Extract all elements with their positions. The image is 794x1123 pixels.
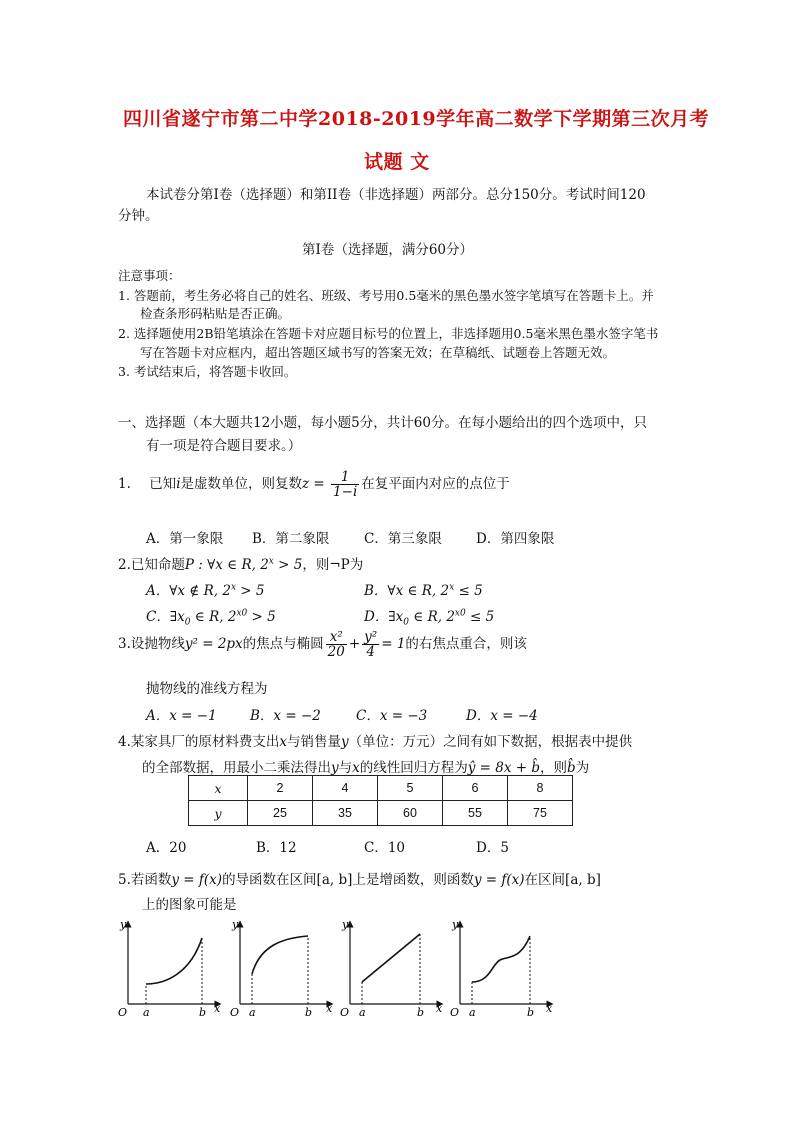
graph-b-y-label: y <box>232 918 239 931</box>
graph-d-curve <box>472 936 530 982</box>
q1-text-post: 在复平面内对应的点位于 <box>361 476 510 493</box>
graph-b-origin: O <box>230 1006 240 1019</box>
q2-opt-d-sup: x0 <box>454 608 466 619</box>
q4-l2-b: 与 <box>338 760 353 776</box>
q1-text-mid: 是虚数单位，则复数 <box>180 476 303 493</box>
q1-eq: = <box>309 476 330 493</box>
q3-plus: + <box>348 636 361 653</box>
q4-l2-a: 的全部数据，用最小二乘法得出 <box>142 760 331 776</box>
graph-c-origin: O <box>340 1006 350 1019</box>
q2-opt-c-sup: x0 <box>236 608 248 619</box>
graph-b-x-label: x <box>326 1002 333 1015</box>
part1-heading: 第I卷（选择题，满分60分） <box>302 242 474 258</box>
q5-l1-a: 若函数 <box>130 872 172 888</box>
note-1-line-1: 1. 答题前，考生务必将自己的姓名、班级、考号用0.5毫米的黑色墨水签字笔填写在答题卡上。并 <box>118 288 654 303</box>
title-line-2: 试题 文 <box>364 151 430 173</box>
graph-d <box>450 918 553 1019</box>
q4-data-table <box>188 775 573 826</box>
q4-l2-x: x <box>352 760 360 776</box>
table-row <box>189 776 573 801</box>
graph-c-a-label: a <box>359 1006 366 1019</box>
q2-opt-d-sub: 0 <box>403 617 409 628</box>
graph-c-y-label: y <box>342 918 349 931</box>
q3-f1-den: 20 <box>327 644 345 661</box>
q2-opt-c-sub: 0 <box>184 617 191 628</box>
q5-l1-f2: y = f(x) <box>473 872 525 888</box>
q3-text-mid: 的焦点与椭圆 <box>242 636 324 653</box>
q4-option-a: A．20 <box>146 840 187 856</box>
q3-text-pre: 设抛物线 <box>130 636 185 653</box>
q2-opt-a-tail: > 5 <box>236 583 265 599</box>
graph-c-x-label: x <box>436 1002 443 1015</box>
question-2-number: 2. <box>118 557 131 573</box>
q2-text-post: ，则¬P为 <box>302 557 364 573</box>
note-1-line-2: 检查条形码粘贴是否正确。 <box>140 306 291 321</box>
table-cell: 8 <box>508 776 573 801</box>
q2-option-c <box>146 605 276 628</box>
graph-a-origin: O <box>118 1006 128 1019</box>
graph-b-a-label: a <box>249 1006 256 1019</box>
q3-fraction-2 <box>362 630 379 659</box>
q1-option-d: D．第四象限 <box>476 531 555 547</box>
question-5-line-2: 上的图象可能是 <box>142 897 237 913</box>
q5-l1-b: 的导函数在区间[a, b]上是增函数，则函数 <box>222 872 474 888</box>
q4-l1-b: 与销售量 <box>287 734 342 750</box>
question-4-line-1 <box>118 730 632 750</box>
q3-f1-num: x² <box>326 630 347 645</box>
table-cell: 35 <box>313 801 378 826</box>
q1-frac-den: 1−i <box>333 484 358 501</box>
q1-option-b: B．第二象限 <box>252 531 330 547</box>
q2-text-pre: 已知命题 <box>130 557 185 573</box>
table-cell: 4 <box>313 776 378 801</box>
question-5-line-1 <box>118 868 601 888</box>
intro-line-2: 分钟。 <box>118 208 159 224</box>
question-4-line-2 <box>142 756 589 776</box>
q3-text-post: 的右焦点重合，则该 <box>405 636 527 653</box>
q4-l2-eq: ŷ = 8x + b̂ <box>467 760 541 776</box>
q2-opt-c-tail: > 5 <box>247 609 276 625</box>
q1-z: z <box>302 476 310 493</box>
q3-eq1: = 1 <box>381 636 406 653</box>
q3-f2-den: 4 <box>366 644 375 661</box>
q2-opt-d-text: D．∃x <box>364 609 404 625</box>
q4-option-c: C．10 <box>364 840 406 856</box>
q5-graphs <box>110 912 570 1022</box>
table-cell: 75 <box>508 801 573 826</box>
q3-f2-num: y² <box>364 629 378 645</box>
q2-opt-b-text: B．∀x ∈ R, 2 <box>364 583 450 599</box>
graph-d-origin: O <box>450 1006 460 1019</box>
q4-l1-y: y <box>341 734 349 750</box>
graph-c-b-label: b <box>417 1006 425 1019</box>
notes-heading: 注意事项： <box>118 268 181 283</box>
graph-a-a-label: a <box>143 1006 150 1019</box>
table-cell: 6 <box>443 776 508 801</box>
graph-a-curve <box>146 938 202 984</box>
q4-l1-a: 某家具厂的原材料费支出 <box>130 734 280 750</box>
q2-opt-a-sup: x <box>230 582 237 593</box>
question-2 <box>118 553 363 573</box>
q4-l2-y: y <box>331 760 339 776</box>
graph-c <box>340 918 443 1019</box>
table-row <box>189 801 573 826</box>
graph-d-x-label: x <box>546 1002 553 1015</box>
q4-l2-d: ，则 <box>540 760 568 776</box>
section1-line-1: 一、选择题（本大题共12小题，每小题5分，共计60分。在每小题给出的四个选项中，只 <box>118 415 647 431</box>
q3-fraction-1 <box>326 630 347 659</box>
q2-opt-d-tail: ≤ 5 <box>465 609 495 625</box>
q3-option-c: C．x = −3 <box>356 708 428 724</box>
q4-l1-c: （单位：万元）之间有如下数据，根据表中提供 <box>348 734 633 750</box>
q1-fraction <box>331 470 359 499</box>
q2-option-a <box>146 579 265 599</box>
q3-parabola: y² = 2px <box>184 636 243 653</box>
note-2-line-2: 写在答题卡对应框内，超出答题区域书写的答案无效；在草稿纸、试题卷上答题无效。 <box>140 345 616 360</box>
q2-stem-tail: > 5 <box>273 557 303 573</box>
q2-opt-c-mid: ∈ R, 2 <box>190 609 237 625</box>
q4-option-b: B．12 <box>256 840 297 856</box>
graph-c-line <box>362 934 420 982</box>
q2-stem-math: P : ∀x ∈ R, 2 <box>184 557 269 573</box>
graph-b-curve <box>252 936 308 974</box>
question-5-number: 5. <box>118 872 131 888</box>
note-3: 3. 考试结束后，将答题卡收回。 <box>118 364 297 379</box>
table-cell: 2 <box>248 776 313 801</box>
q5-l1-c: 在区间[a, b] <box>524 872 601 888</box>
q1-option-a: A．第一象限 <box>146 531 224 547</box>
question-1 <box>118 470 510 499</box>
table-cell: 55 <box>443 801 508 826</box>
q5-l1-f: y = f(x) <box>171 872 223 888</box>
section1-line-2: 有一项是符合题目要求。） <box>146 438 302 454</box>
q4-l2-e: 为 <box>575 760 590 776</box>
q2-opt-b-tail: ≤ 5 <box>454 583 483 599</box>
q2-opt-a-text: A．∀x ∉ R, 2 <box>146 583 231 599</box>
graph-b <box>230 918 333 1019</box>
q4-l2-c: 的线性回归方程为 <box>359 760 468 776</box>
q4-option-d: D．5 <box>476 840 509 856</box>
q2-opt-b-sup: x <box>449 582 455 593</box>
table-cell-y-label: y <box>189 801 248 826</box>
question-3 <box>118 630 527 659</box>
q3-line-2: 抛物线的准线方程为 <box>146 681 268 697</box>
table-cell: 5 <box>378 776 443 801</box>
question-4-number: 4. <box>118 734 131 750</box>
graph-d-a-label: a <box>469 1006 476 1019</box>
q2-stem-sup: x <box>268 556 274 567</box>
q1-text-pre: 已知 <box>149 476 177 493</box>
graph-a <box>118 918 221 1019</box>
question-3-number: 3. <box>118 636 131 653</box>
table-cell: 25 <box>248 801 313 826</box>
q3-option-d: D．x = −4 <box>466 708 538 724</box>
graph-d-b-label: b <box>527 1006 535 1019</box>
q3-option-b: B．x = −2 <box>250 708 321 724</box>
q4-l1-x: x <box>279 734 288 750</box>
table-cell: 60 <box>378 801 443 826</box>
intro-line-1: 本试卷分第I卷（选择题）和第II卷（非选择题）两部分。总分150分。考试时间120 <box>146 187 646 203</box>
graph-a-y-label: y <box>120 918 127 931</box>
q1-i: i <box>176 476 181 493</box>
q4-l2-bhat: b̂ <box>567 760 576 776</box>
q1-frac-num: 1 <box>331 470 359 485</box>
note-2-line-1: 2. 选择题使用2B铅笔填涂在答题卡对应题目标号的位置上，非选择题用0.5毫米黑色墨水签字笔书 <box>118 326 659 341</box>
graph-a-x-label: x <box>214 1002 221 1015</box>
q2-opt-d-mid: ∈ R, 2 <box>409 609 455 625</box>
title-line-1: 四川省遂宁市第二中学2018-2019学年高二数学下学期第三次月考 <box>123 108 710 130</box>
graph-b-b-label: b <box>305 1006 313 1019</box>
q1-option-c: C．第三象限 <box>364 531 442 547</box>
q2-option-d <box>364 605 494 628</box>
table-cell-x-label: x <box>189 776 248 801</box>
question-1-number: 1. <box>118 476 131 493</box>
q2-option-b <box>364 579 483 599</box>
q3-option-a: A．x = −1 <box>146 708 217 724</box>
graph-a-b-label: b <box>199 1006 207 1019</box>
graph-d-y-label: y <box>452 918 459 931</box>
q2-opt-c-text: C．∃x <box>146 609 185 625</box>
